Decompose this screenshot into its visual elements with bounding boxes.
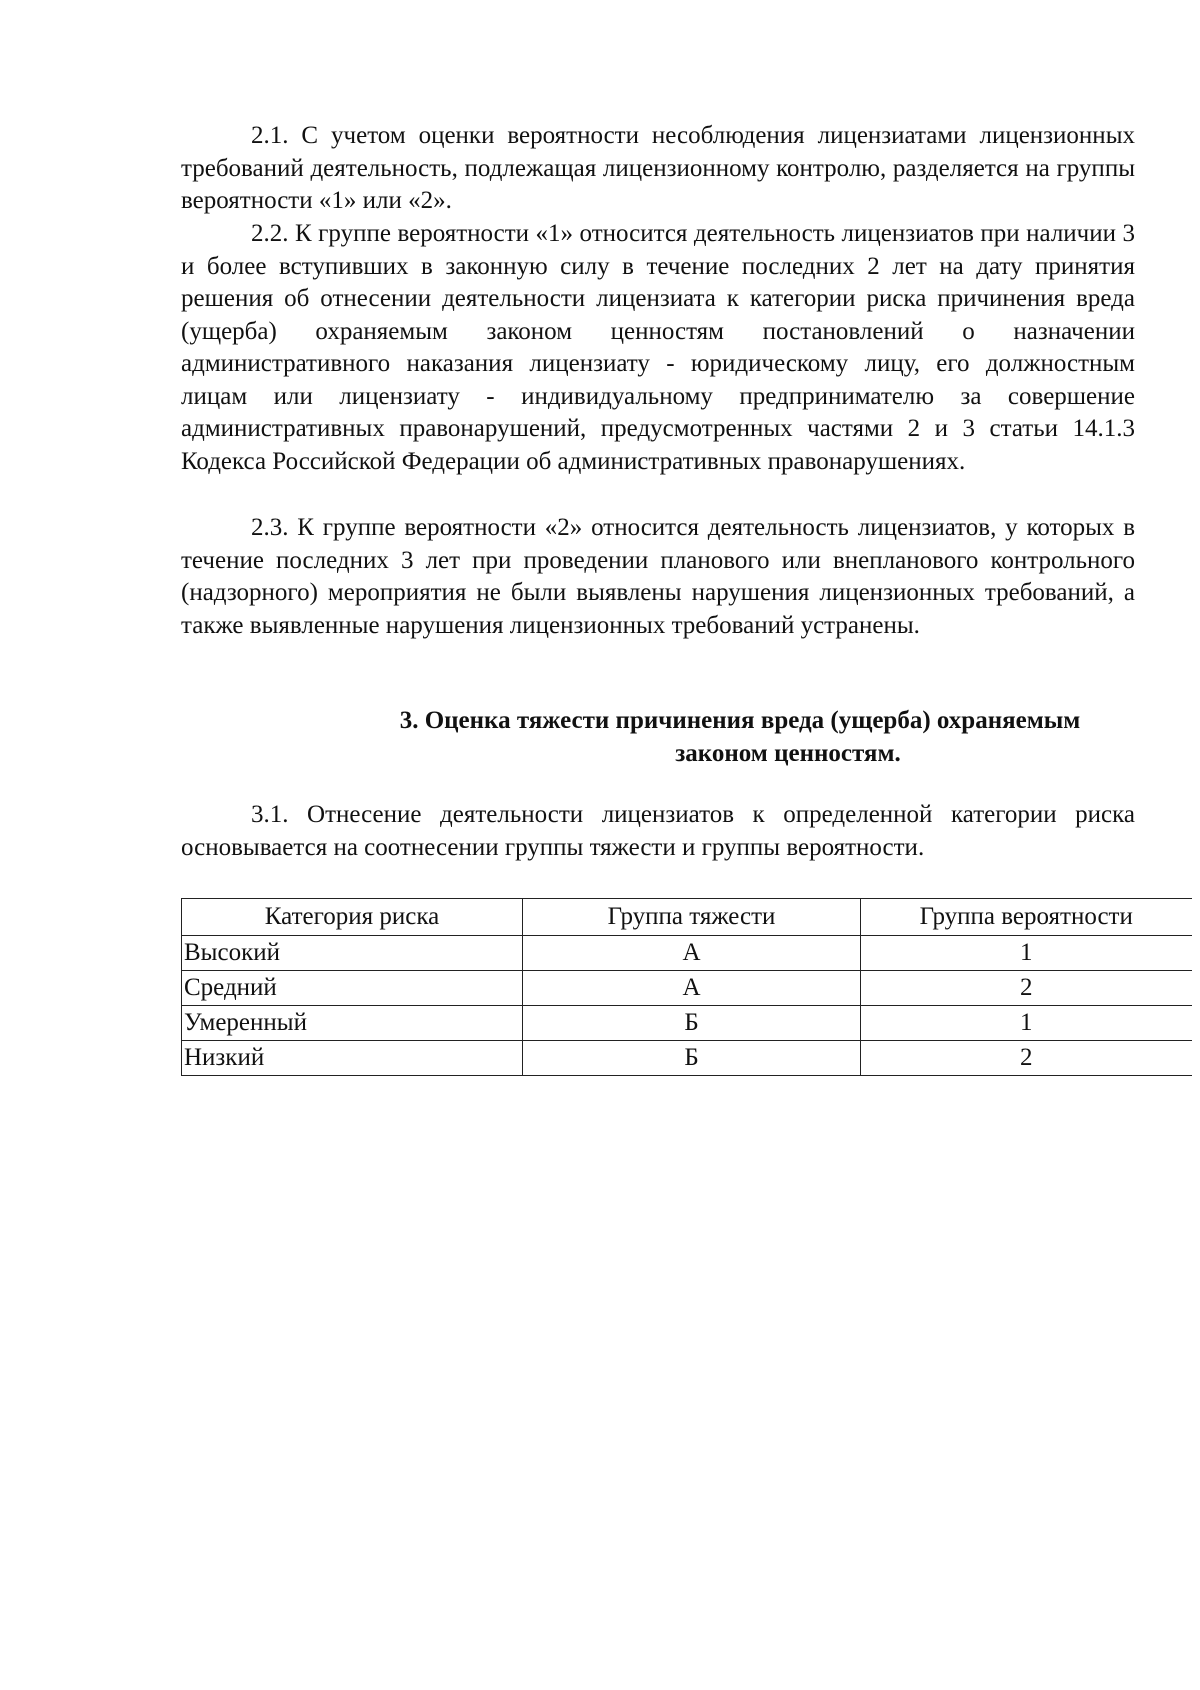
risk-category-table <box>181 898 1192 1076</box>
table-row <box>182 1041 1192 1076</box>
cell-severity-group: Б <box>523 1006 861 1041</box>
section-3-heading-line1: 3. Оценка тяжести причинения вреда (ущерба) охраняемым <box>399 707 1081 734</box>
cell-risk-category: Умеренный <box>182 1006 523 1041</box>
table-row <box>182 1006 1192 1041</box>
cell-risk-category: Средний <box>182 971 523 1006</box>
paragraph-2-1: 2.1. С учетом оценки вероятности несоблюдения лицензиатами лицензионных требований деятельность, подлежащая лицензионному контролю, разделяется на группы вероятности «1» или «2». <box>181 122 1135 214</box>
section-3-heading-line2: законом ценностям. <box>675 739 901 767</box>
cell-probability-group: 2 <box>861 1041 1192 1076</box>
cell-severity-group: А <box>523 936 861 971</box>
table-row <box>182 971 1192 1006</box>
paragraph-2-3: 2.3. К группе вероятности «2» относится деятельность лицензиатов, у которых в течение последних 3 лет при проведении планового или внепланового контрольного (надзорного) мероприятия не были выявлены нарушения лицензионных требований, а также выявленные нарушения лицензионных требований устранены. <box>181 514 1135 639</box>
cell-probability-group: 2 <box>861 971 1192 1006</box>
cell-severity-group: Б <box>523 1041 861 1076</box>
header-risk-category: Категория риска <box>182 899 523 936</box>
table-header-row <box>182 899 1192 936</box>
cell-severity-group: А <box>523 971 861 1006</box>
cell-risk-category: Низкий <box>182 1041 523 1076</box>
cell-probability-group: 1 <box>861 1006 1192 1041</box>
cell-risk-category: Высокий <box>182 936 523 971</box>
header-severity-group: Группа тяжести <box>523 899 861 936</box>
section-3-heading <box>260 705 1200 770</box>
table-row <box>182 936 1192 971</box>
paragraph-2-2: 2.2. К группе вероятности «1» относится деятельность лицензиатов при наличии 3 и более вступивших в законную силу в течение последних 2 лет на дату принятия решения об отнесении деятельности лицензиата к категории риска причинения вреда (ущерба) охраняемым законом ценностям постановлений о назначении административного наказания лицензиату - юридическому лицу, его должностным лицам или лицензиату - индивидуальному предпринимателю за совершение административных правонарушений, предусмотренных частями 2 и 3 статьи 14.1.3 Кодекса Российской Федерации об административных правонарушениях. <box>181 220 1135 475</box>
cell-probability-group: 1 <box>861 936 1192 971</box>
header-probability-group: Группа вероятности <box>861 899 1192 936</box>
paragraph-3-1: 3.1. Отнесение деятельности лицензиатов к определенной категории риска основывается на соотнесении группы тяжести и группы вероятности. <box>181 801 1135 861</box>
